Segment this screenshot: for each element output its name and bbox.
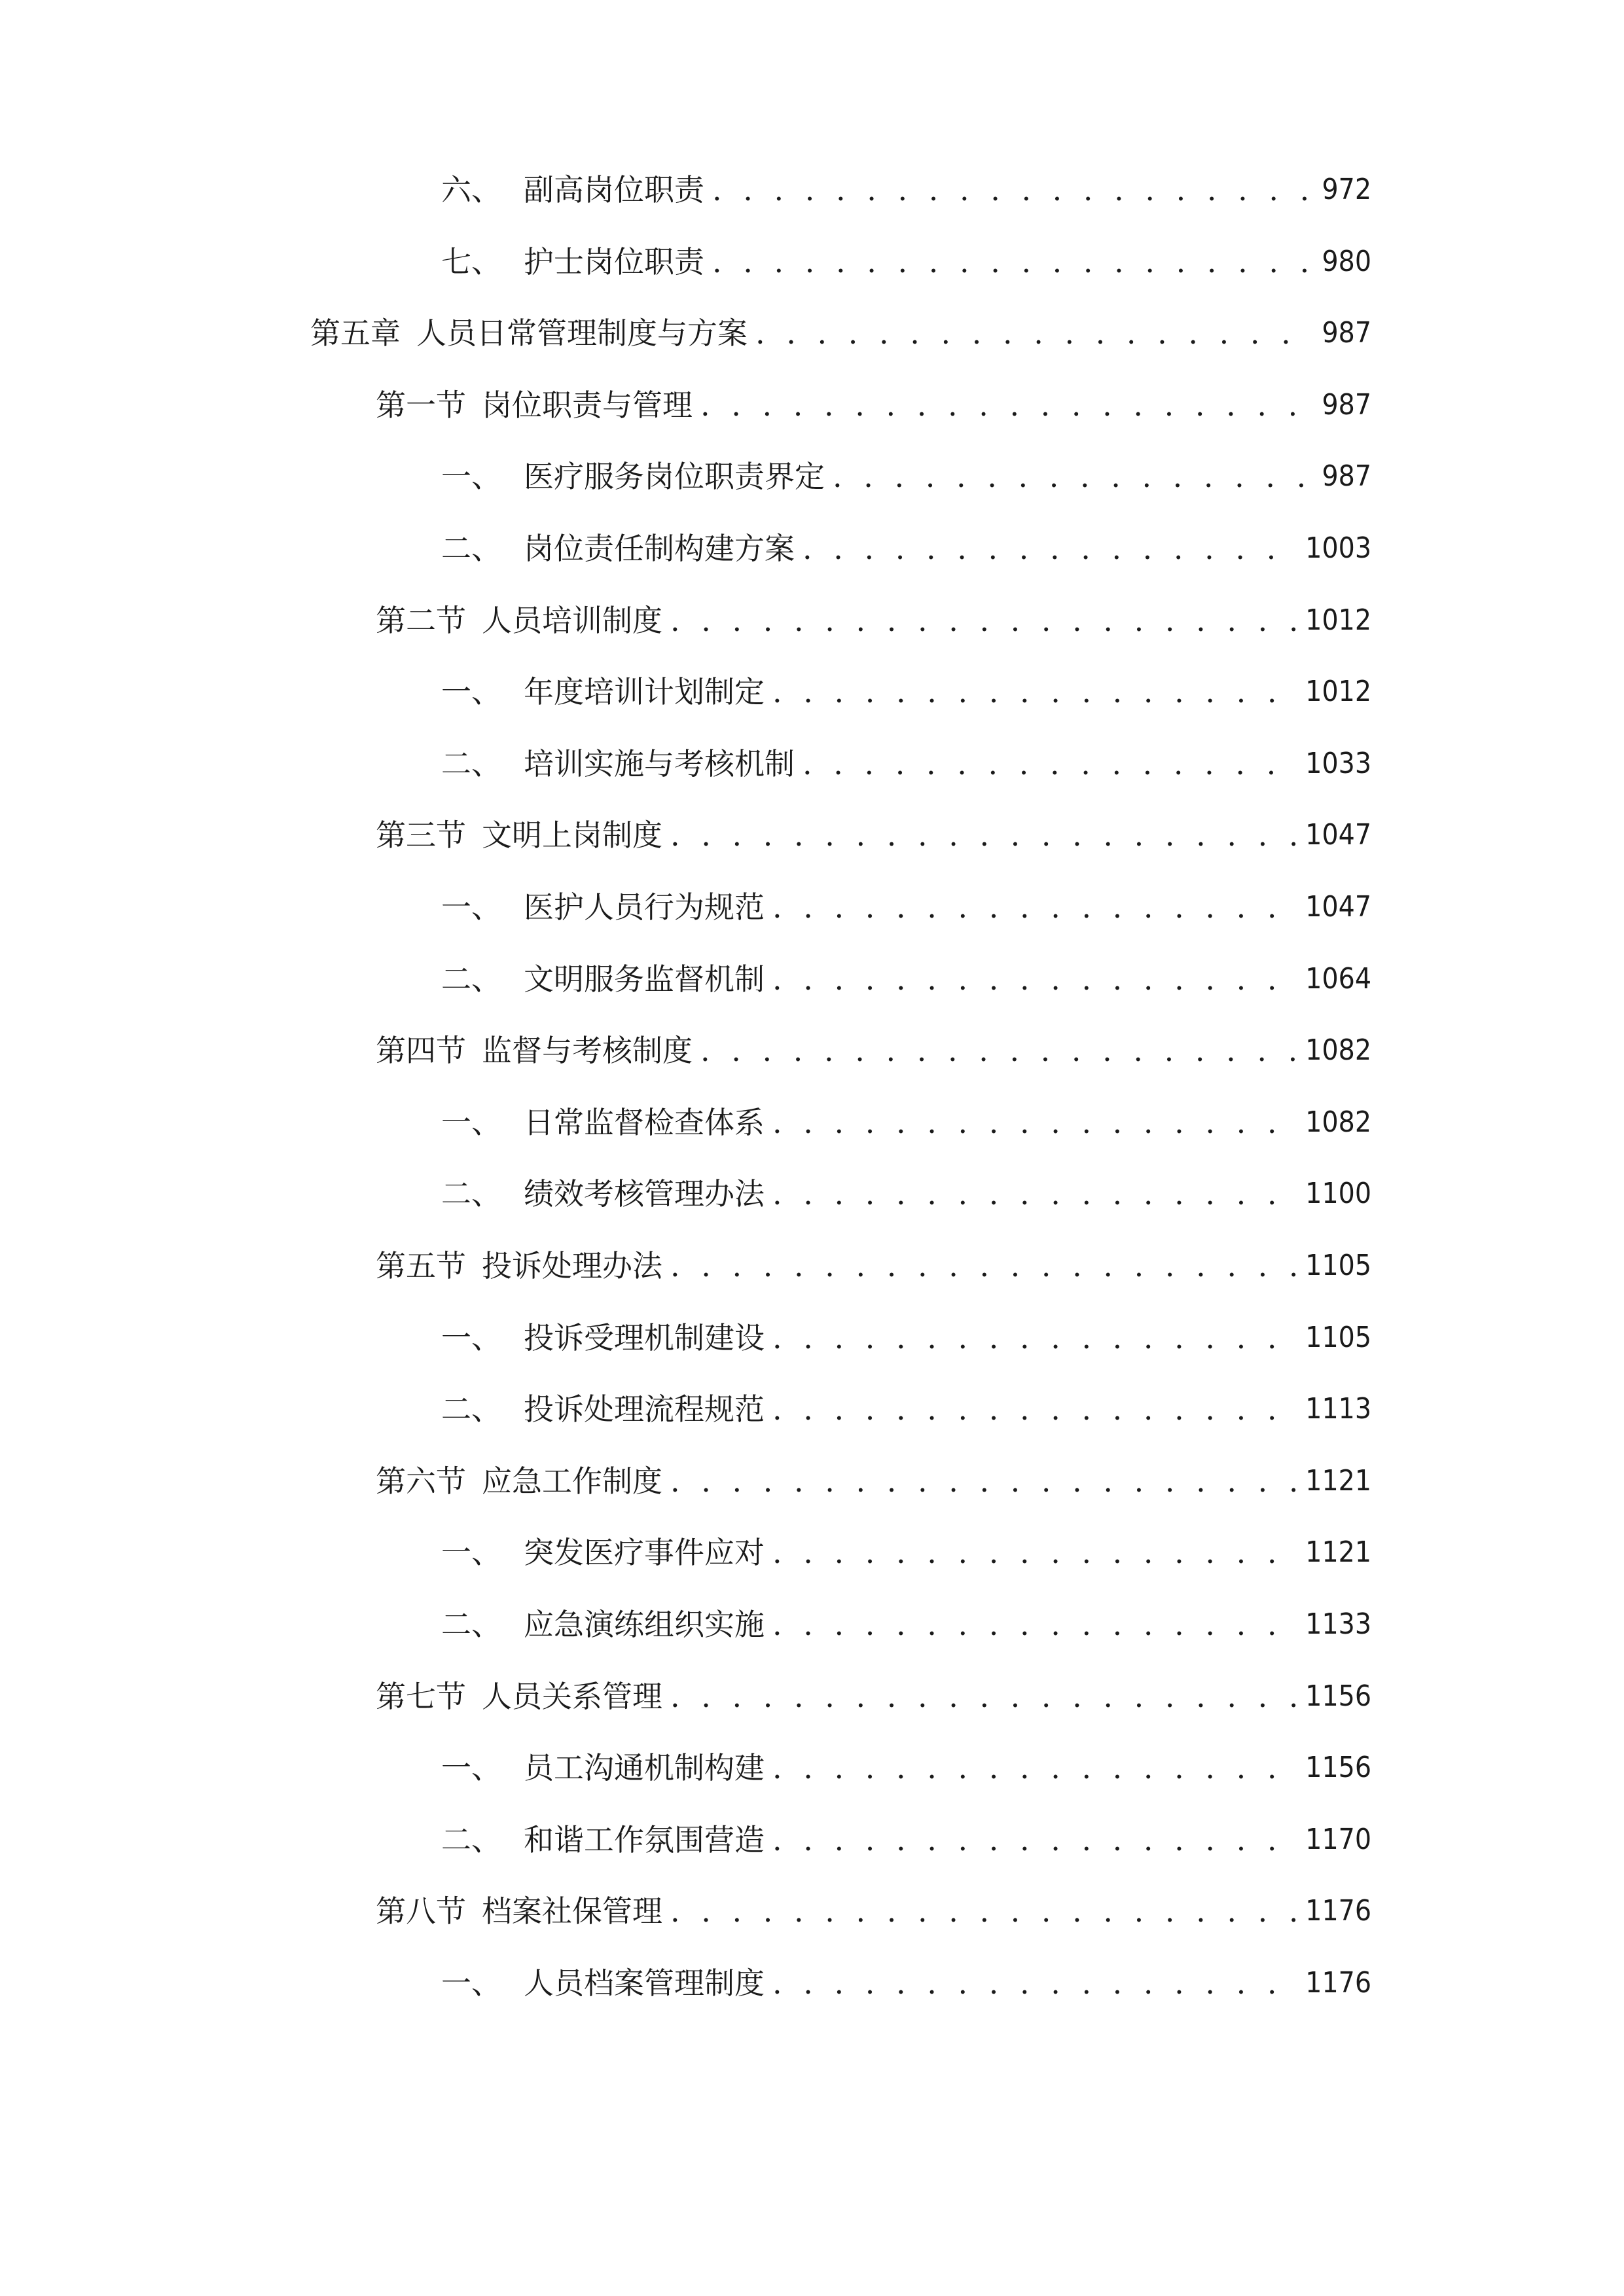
toc-section-entry[interactable] (376, 1670, 1371, 1723)
toc-entry-title: 投诉受理机制建设 (524, 1320, 765, 1355)
toc-dot-leader (670, 1885, 1297, 1937)
toc-dot-leader (772, 1957, 1297, 2009)
toc-subsection-entry[interactable] (441, 881, 1371, 933)
toc-section-entry[interactable] (376, 594, 1371, 647)
toc-dot-leader (772, 1742, 1297, 1794)
toc-section-entry[interactable] (376, 1024, 1371, 1077)
toc-section-entry[interactable] (376, 809, 1371, 861)
toc-entry-page-number: 1033 (1305, 747, 1371, 780)
toc-entry-title: 突发医疗事件应对 (524, 1535, 765, 1570)
toc-chapter-entry[interactable] (310, 307, 1371, 359)
toc-entry-number: 第四节 (376, 1033, 466, 1068)
toc-subsection-entry[interactable] (441, 1383, 1371, 1435)
toc-entry-title: 和谐工作氛围营造 (524, 1822, 765, 1857)
toc-entry-page-number: 1047 (1305, 818, 1371, 852)
toc-entry-number: 二、 (441, 961, 501, 997)
toc-entry-title: 岗位职责与管理 (482, 387, 693, 423)
toc-dot-leader (670, 809, 1297, 861)
toc-entry-number: 二、 (441, 531, 501, 566)
toc-entry-page-number: 1003 (1305, 531, 1371, 565)
toc-entry-title: 监督与考核制度 (482, 1033, 693, 1068)
toc-dot-leader (755, 307, 1314, 359)
toc-entry-number: 二、 (441, 1391, 501, 1427)
toc-entry-number: 一、 (441, 1320, 501, 1355)
toc-subsection-entry[interactable] (441, 1742, 1371, 1794)
toc-entry-page-number: 1176 (1305, 1966, 1371, 2000)
toc-dot-leader (670, 1455, 1297, 1507)
toc-entry-page-number: 987 (1322, 459, 1371, 493)
toc-dot-leader (712, 236, 1314, 288)
toc-dot-leader (700, 1024, 1297, 1077)
toc-entry-number: 第一节 (376, 387, 466, 423)
toc-entry-number: 二、 (441, 1822, 501, 1857)
toc-entry-title: 副高岗位职责 (524, 172, 704, 207)
toc-subsection-entry[interactable] (441, 450, 1371, 503)
toc-subsection-entry[interactable] (441, 1598, 1371, 1651)
toc-subsection-entry[interactable] (441, 522, 1371, 575)
toc-entry-number: 第六节 (376, 1463, 466, 1499)
toc-entry-number: 一、 (441, 1105, 501, 1140)
toc-subsection-entry[interactable] (441, 1526, 1371, 1579)
toc-dot-leader (772, 1168, 1297, 1220)
toc-entry-number: 第二节 (376, 603, 466, 638)
toc-subsection-entry[interactable] (441, 953, 1371, 1005)
toc-entry-title: 年度培训计划制定 (524, 674, 765, 709)
toc-entry-page-number: 1156 (1305, 1751, 1371, 1784)
toc-entry-number: 二、 (441, 1176, 501, 1211)
toc-dot-leader (772, 1096, 1297, 1149)
toc-dot-leader (712, 164, 1314, 216)
toc-entry-number: 一、 (441, 1750, 501, 1785)
toc-dot-leader (772, 953, 1297, 1005)
toc-entry-number: 第七节 (376, 1679, 466, 1714)
toc-dot-leader (772, 881, 1297, 933)
toc-section-entry[interactable] (376, 379, 1371, 431)
toc-subsection-entry[interactable] (441, 164, 1371, 216)
toc-dot-leader (803, 522, 1297, 575)
toc-entry-page-number: 1156 (1305, 1679, 1371, 1713)
toc-entry-page-number: 1133 (1305, 1607, 1371, 1641)
toc-entry-page-number: 1105 (1305, 1249, 1371, 1282)
toc-subsection-entry[interactable] (441, 1168, 1371, 1220)
toc-entry-number: 六、 (441, 172, 501, 207)
toc-dot-leader (670, 594, 1297, 647)
toc-entry-title: 培训实施与考核机制 (524, 746, 795, 781)
toc-entry-number: 第三节 (376, 817, 466, 853)
toc-entry-page-number: 1100 (1305, 1177, 1371, 1210)
toc-entry-page-number: 1012 (1305, 675, 1371, 708)
toc-section-entry[interactable] (376, 1455, 1371, 1507)
toc-entry-page-number: 1176 (1305, 1894, 1371, 1928)
toc-subsection-entry[interactable] (441, 1312, 1371, 1364)
toc-entry-page-number: 972 (1322, 173, 1371, 206)
toc-entry-number: 一、 (441, 1965, 501, 2001)
toc-entry-number: 第五节 (376, 1248, 466, 1283)
toc-entry-number: 一、 (441, 1535, 501, 1570)
toc-entry-page-number: 980 (1322, 245, 1371, 278)
toc-dot-leader (772, 1526, 1297, 1579)
toc-entry-number: 七、 (441, 244, 501, 279)
toc-entry-title: 岗位责任制构建方案 (524, 531, 795, 566)
toc-entry-page-number: 1082 (1305, 1033, 1371, 1067)
toc-dot-leader (833, 450, 1314, 503)
toc-section-entry[interactable] (376, 1240, 1371, 1292)
toc-entry-title: 护士岗位职责 (524, 244, 704, 279)
toc-dot-leader (772, 1383, 1297, 1435)
toc-entry-title: 人员关系管理 (482, 1679, 662, 1714)
toc-entry-title: 医疗服务岗位职责界定 (524, 459, 825, 494)
toc-subsection-entry[interactable] (441, 1814, 1371, 1866)
toc-entry-page-number: 1012 (1305, 603, 1371, 637)
toc-dot-leader (772, 1598, 1297, 1651)
toc-entry-number: 第八节 (376, 1893, 466, 1929)
toc-entry-title: 人员档案管理制度 (524, 1965, 765, 2001)
toc-dot-leader (700, 379, 1314, 431)
toc-entry-title: 应急演练组织实施 (524, 1607, 765, 1642)
toc-dot-leader (670, 1240, 1297, 1292)
toc-entry-title: 档案社保管理 (482, 1893, 662, 1929)
toc-subsection-entry[interactable] (441, 236, 1371, 288)
toc-subsection-entry[interactable] (441, 738, 1371, 790)
toc-entry-title: 员工沟通机制构建 (524, 1750, 765, 1785)
toc-dot-leader (772, 1814, 1297, 1866)
toc-entry-title: 应急工作制度 (482, 1463, 662, 1499)
toc-entry-title: 文明服务监督机制 (524, 961, 765, 997)
toc-entry-page-number: 1064 (1305, 962, 1371, 996)
toc-dot-leader (803, 738, 1297, 790)
toc-entry-page-number: 1170 (1305, 1823, 1371, 1856)
toc-section-entry[interactable] (376, 1885, 1371, 1937)
toc-dot-leader (772, 666, 1297, 718)
toc-entry-title: 投诉处理办法 (482, 1248, 662, 1283)
toc-subsection-entry[interactable] (441, 1096, 1371, 1149)
toc-entry-page-number: 1105 (1305, 1321, 1371, 1354)
toc-entry-title: 人员日常管理制度与方案 (416, 315, 748, 351)
toc-subsection-entry[interactable] (441, 1957, 1371, 2009)
toc-entry-number: 二、 (441, 1607, 501, 1642)
toc-entry-page-number: 1121 (1305, 1535, 1371, 1569)
toc-entry-number: 一、 (441, 889, 501, 925)
toc-entry-number: 第五章 (310, 315, 401, 351)
toc-dot-leader (772, 1312, 1297, 1364)
toc-entry-number: 一、 (441, 459, 501, 494)
toc-dot-leader (670, 1670, 1297, 1723)
toc-entry-title: 医护人员行为规范 (524, 889, 765, 925)
toc-entry-page-number: 1047 (1305, 890, 1371, 924)
toc-entry-page-number: 987 (1322, 316, 1371, 350)
toc-entry-title: 文明上岗制度 (482, 817, 662, 853)
toc-entry-title: 人员培训制度 (482, 603, 662, 638)
toc-entry-page-number: 1121 (1305, 1464, 1371, 1498)
toc-entry-number: 二、 (441, 746, 501, 781)
toc-entry-title: 投诉处理流程规范 (524, 1391, 765, 1427)
toc-entry-page-number: 987 (1322, 388, 1371, 422)
toc-subsection-entry[interactable] (441, 666, 1371, 718)
toc-entry-title: 日常监督检查体系 (524, 1105, 765, 1140)
toc-entry-title: 绩效考核管理办法 (524, 1176, 765, 1211)
toc-entry-page-number: 1113 (1305, 1392, 1371, 1426)
toc-entry-number: 一、 (441, 674, 501, 709)
toc-entry-page-number: 1082 (1305, 1105, 1371, 1139)
